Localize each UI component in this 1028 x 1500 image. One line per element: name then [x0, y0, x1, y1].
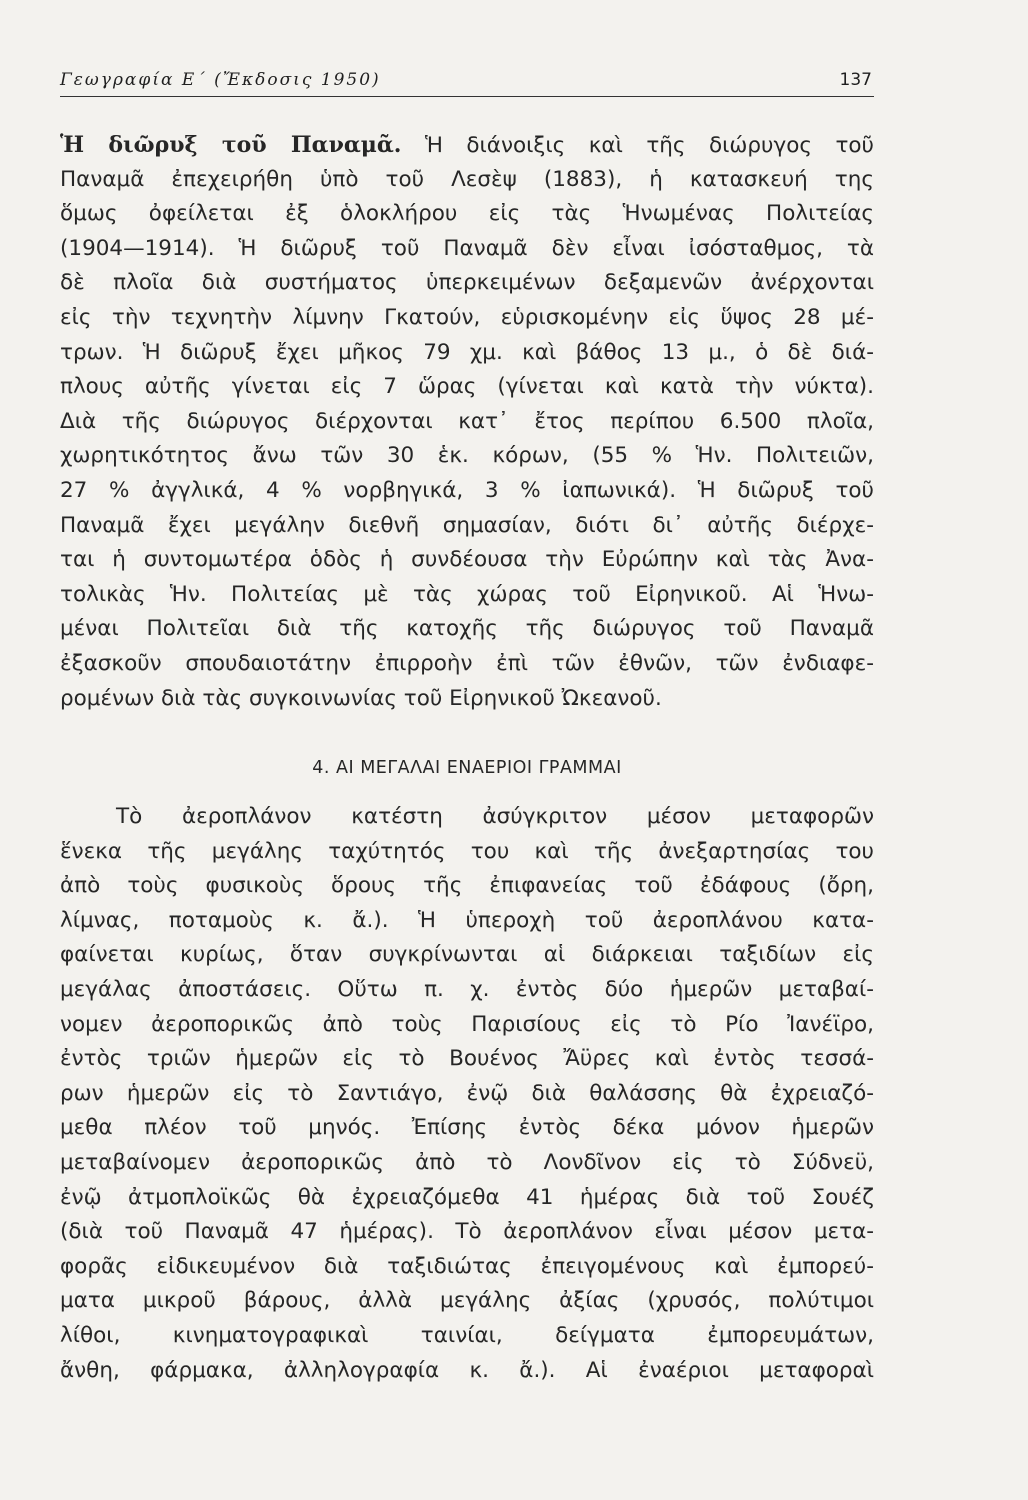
- page-number: 137: [839, 70, 872, 90]
- running-header: [60, 70, 874, 97]
- paragraph-line: ται ἡ συντομωτέρα ὁδὸς ἡ συνδέουσα τὴν Εὐρώπην καὶ τὰς Ἀνα-: [60, 547, 874, 573]
- paragraph-line: νομεν ἀεροπορικῶς ἀπὸ τοὺς Παρισίους εἰς τὸ Ρίο Ἰανέϊρο,: [60, 1011, 874, 1037]
- paragraph-line: 27 % ἀγγλικά, 4 % νορβηγικά, 3 % ἰαπωνικά). Ἡ διῶρυξ τοῦ: [60, 477, 874, 503]
- paragraph-line: Παναμᾶ ἐπεχειρήθη ὑπὸ τοῦ Λεσὲψ (1883), ἡ κατασκευή της: [60, 166, 874, 192]
- paragraph-line: πλους αὐτῆς γίνεται εἰς 7 ὥρας (γίνεται καὶ κατὰ τὴν νύκτα).: [60, 374, 874, 400]
- paragraph-line: φορᾶς εἰδικευμένον διὰ ταξιδιώτας ἐπειγομένους καὶ ἐμπορεύ-: [60, 1253, 874, 1279]
- running-title: Γεωγραφία Ε΄ (Ἔκδοσις 1950): [60, 70, 381, 90]
- paragraph-line: ἐνῷ ἀτμοπλοϊκῶς θὰ ἐχρειαζόμεθα 41 ἡμέρας διὰ τοῦ Σουέζ: [60, 1184, 874, 1210]
- paragraph-line: ἐξασκοῦν σπουδαιοτάτην ἐπιρροὴν ἐπὶ τῶν ἐθνῶν, τῶν ἐνδιαφε-: [60, 650, 874, 676]
- paragraph-line: τρων. Ἡ διῶρυξ ἔχει μῆκος 79 χμ. καὶ βάθος 13 μ., ὁ δὲ διά-: [60, 339, 874, 365]
- paragraph-line: φαίνεται κυρίως, ὅταν συγκρίνωνται αἱ διάρκειαι ταξιδίων εἰς: [60, 942, 874, 968]
- paragraph-line: μεθα πλέον τοῦ μηνός. Ἐπίσης ἐντὸς δέκα μόνον ἡμερῶν: [60, 1115, 874, 1141]
- paragraph-line: εἰς τὴν τεχνητὴν λίμνην Γκατούν, εὑρισκομένην εἰς ὕψος 28 μέ-: [60, 304, 874, 330]
- paragraph-line: μεταβαίνομεν ἀεροπορικῶς ἀπὸ τὸ Λονδῖνον εἰς τὸ Σύδνεϋ,: [60, 1149, 874, 1175]
- paragraph-line: Ἡ διῶρυξ τοῦ Παναμᾶ. Ἡ διάνοιξις καὶ τῆς διώρυγος τοῦ: [60, 132, 874, 158]
- paragraph-line: ἀπὸ τοὺς φυσικοὺς ὅρους τῆς ἐπιφανείας τοῦ ἐδάφους (ὄρη,: [60, 873, 874, 899]
- paragraph-line: λίμνας, ποταμοὺς κ. ἄ.). Ἡ ὑπεροχὴ τοῦ ἀεροπλάνου κατα-: [60, 907, 874, 933]
- paragraph-line: ὅμως ὀφείλεται ἐξ ὁλοκλήρου εἰς τὰς Ἡνωμένας Πολιτείας: [60, 201, 874, 227]
- air-routes-paragraph: [60, 800, 874, 1388]
- paragraph-line: ματα μικροῦ βάρους, ἀλλὰ μεγάλης ἀξίας (χρυσός, πολύτιμοι: [60, 1288, 874, 1314]
- paragraph-line: τολικὰς Ἡν. Πολιτείας μὲ τὰς χώρας τοῦ Εἰρηνικοῦ. Αἱ Ἡνω-: [60, 581, 874, 607]
- paragraph-line: μεγάλας ἀποστάσεις. Οὕτω π. χ. ἐντὸς δύο ἡμερῶν μεταβαί-: [60, 976, 874, 1002]
- paragraph-line: Τὸ ἀεροπλάνον κατέστη ἀσύγκριτον μέσον μεταφορῶν: [116, 804, 874, 829]
- paragraph-line: (1904—1914). Ἡ διῶρυξ τοῦ Παναμᾶ δὲν εἶναι ἰσόσταθμος, τὰ: [60, 235, 874, 261]
- paragraph-line: ἄνθη, φάρμακα, ἀλληλογραφία κ. ἄ.). Αἱ ἐναέριοι μεταφοραὶ: [60, 1357, 874, 1383]
- paragraph-line: δὲ πλοῖα διὰ συστήματος ὑπερκειμένων δεξαμενῶν ἀνέρχονται: [60, 270, 874, 296]
- paragraph-line: χωρητικότητος ἄνω τῶν 30 ἑκ. κόρων, (55 % Ἡν. Πολιτειῶν,: [60, 443, 874, 469]
- paragraph-line: ἐντὸς τριῶν ἡμερῶν εἰς τὸ Βουένος Ἄϋρες καὶ ἐντὸς τεσσά-: [60, 1046, 874, 1072]
- section-heading: 4. ΑΙ ΜΕΓΑΛΑΙ ΕΝΑΕΡΙΟΙ ΓΡΑΜΜΑΙ: [312, 758, 622, 778]
- paragraph-line: (διὰ τοῦ Παναμᾶ 47 ἡμέρας). Τὸ ἀεροπλάνον εἶναι μέσον μετα-: [60, 1219, 874, 1245]
- paragraph-line: ρομένων διὰ τὰς συγκοινωνίας τοῦ Εἰρηνικοῦ Ὠκεανοῦ.: [60, 685, 662, 711]
- paragraph-line: Παναμᾶ ἔχει μεγάλην διεθνῆ σημασίαν, διότι δι᾽ αὐτῆς διέρχε-: [60, 512, 874, 538]
- paragraph-line: Διὰ τῆς διώρυγος διέρχονται κατ᾽ ἔτος περίπου 6.500 πλοῖα,: [60, 408, 874, 434]
- paragraph-lead-heading: Ἡ διῶρυξ τοῦ Παναμᾶ.: [60, 132, 402, 158]
- paragraph-line: ρων ἡμερῶν εἰς τὸ Σαντιάγο, ἐνῷ διὰ θαλάσσης θὰ ἐχρειαζό-: [60, 1080, 874, 1106]
- paragraph-line: μέναι Πολιτεῖαι διὰ τῆς κατοχῆς τῆς διώρυγος τοῦ Παναμᾶ: [60, 616, 874, 642]
- paragraph-line: λίθοι, κινηματογραφικαὶ ταινίαι, δείγματα ἐμπορευμάτων,: [60, 1322, 874, 1348]
- panama-canal-paragraph: [60, 128, 874, 716]
- paragraph-line: ἕνεκα τῆς μεγάλης ταχύτητός του καὶ τῆς ἀνεξαρτησίας του: [60, 838, 874, 864]
